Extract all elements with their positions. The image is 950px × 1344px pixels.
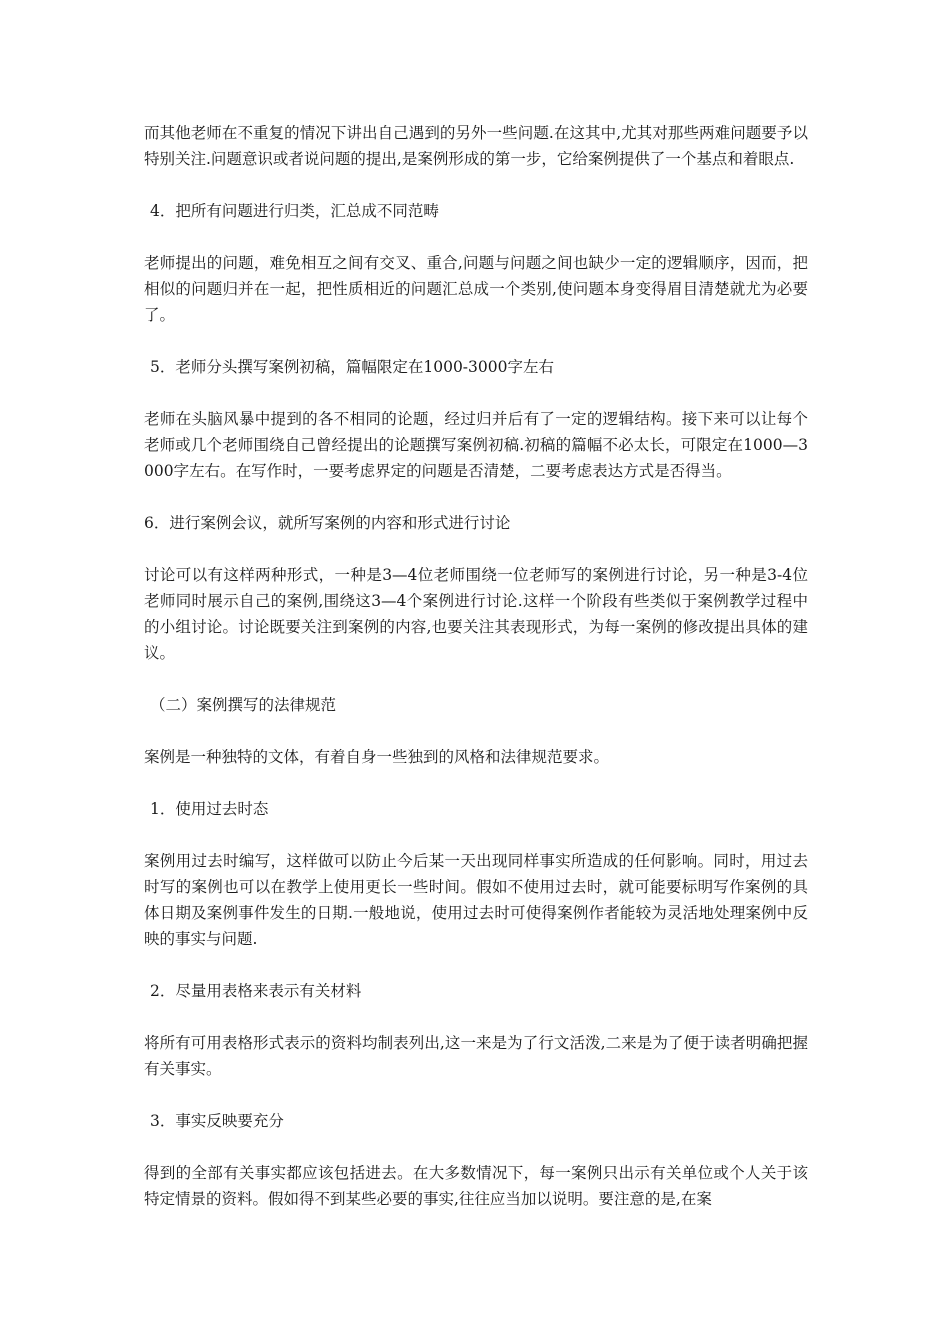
paragraph-step-4: 老师提出的问题，难免相互之间有交叉、重合,问题与问题之间也缺少一定的逻辑顺序，因而，把相似的问题归并在一起，把性质相近的问题汇总成一个类别,使问题本身变得眉目清楚就尤为必要了。 <box>144 254 808 324</box>
heading-rule-3: 3．事实反映要充分 <box>150 1112 284 1130</box>
heading-step-5: 5．老师分头撰写案例初稿，篇幅限定在1000-3000字左右 <box>150 358 554 376</box>
paragraph-rule-1: 案例用过去时编写，这样做可以防止今后某一天出现同样事实所造成的任何影响。同时，用过去时写的案例也可以在教学上使用更长一些时间。假如不使用过去时，就可能要标明写作案例的具体日期及案例事件发生的日期.一般地说，使用过去时可使得案例作者能较为灵活地处理案例中反映的事实与问题. <box>144 852 808 948</box>
heading-step-4: 4．把所有问题进行归类，汇总成不同范畴 <box>150 202 439 220</box>
paragraph-section-2-intro: 案例是一种独特的文体，有着自身一些独到的风格和法律规范要求。 <box>144 748 610 766</box>
paragraph-step-6: 讨论可以有这样两种形式，一种是3—4位老师围绕一位老师写的案例进行讨论，另一种是3-4位老师同时展示自己的案例,围绕这3—4个案例进行讨论.这样一个阶段有些类似于案例教学过程中的小组讨论。讨论既要关注到案例的内容,也要关注其表现形式，为每一案例的修改提出具体的建议。 <box>144 566 808 662</box>
paragraph-rule-3: 得到的全部有关事实都应该包括进去。在大多数情况下，每一案例只出示有关单位或个人关于该特定情景的资料。假如得不到某些必要的事实,往往应当加以说明。要注意的是,在案 <box>144 1164 808 1208</box>
heading-section-2: （二）案例撰写的法律规范 <box>150 696 337 714</box>
heading-rule-1: 1．使用过去时态 <box>150 800 269 818</box>
heading-step-6: 6．进行案例会议，就所写案例的内容和形式进行讨论 <box>144 514 511 532</box>
paragraph-step-5: 老师在头脑风暴中提到的各不相同的论题，经过归并后有了一定的逻辑结构。接下来可以让每个老师或几个老师围绕自己曾经提出的论题撰写案例初稿.初稿的篇幅不必太长，可限定在1000—3000字左右。在写作时，一要考虑界定的问题是否清楚，二要考虑表达方式是否得当。 <box>144 410 808 480</box>
document-page <box>144 120 808 1238</box>
heading-rule-2: 2．尽量用表格来表示有关材料 <box>150 982 362 1000</box>
paragraph-rule-2: 将所有可用表格形式表示的资料均制表列出,这一来是为了行文活泼,二来是为了便于读者明确把握有关事实。 <box>144 1034 808 1078</box>
paragraph-problem-awareness: 而其他老师在不重复的情况下讲出自己遇到的另外一些问题.在这其中,尤其对那些两难问题要予以特别关注.问题意识或者说问题的提出,是案例形成的第一步，它给案例提供了一个基点和着眼点. <box>144 124 808 168</box>
